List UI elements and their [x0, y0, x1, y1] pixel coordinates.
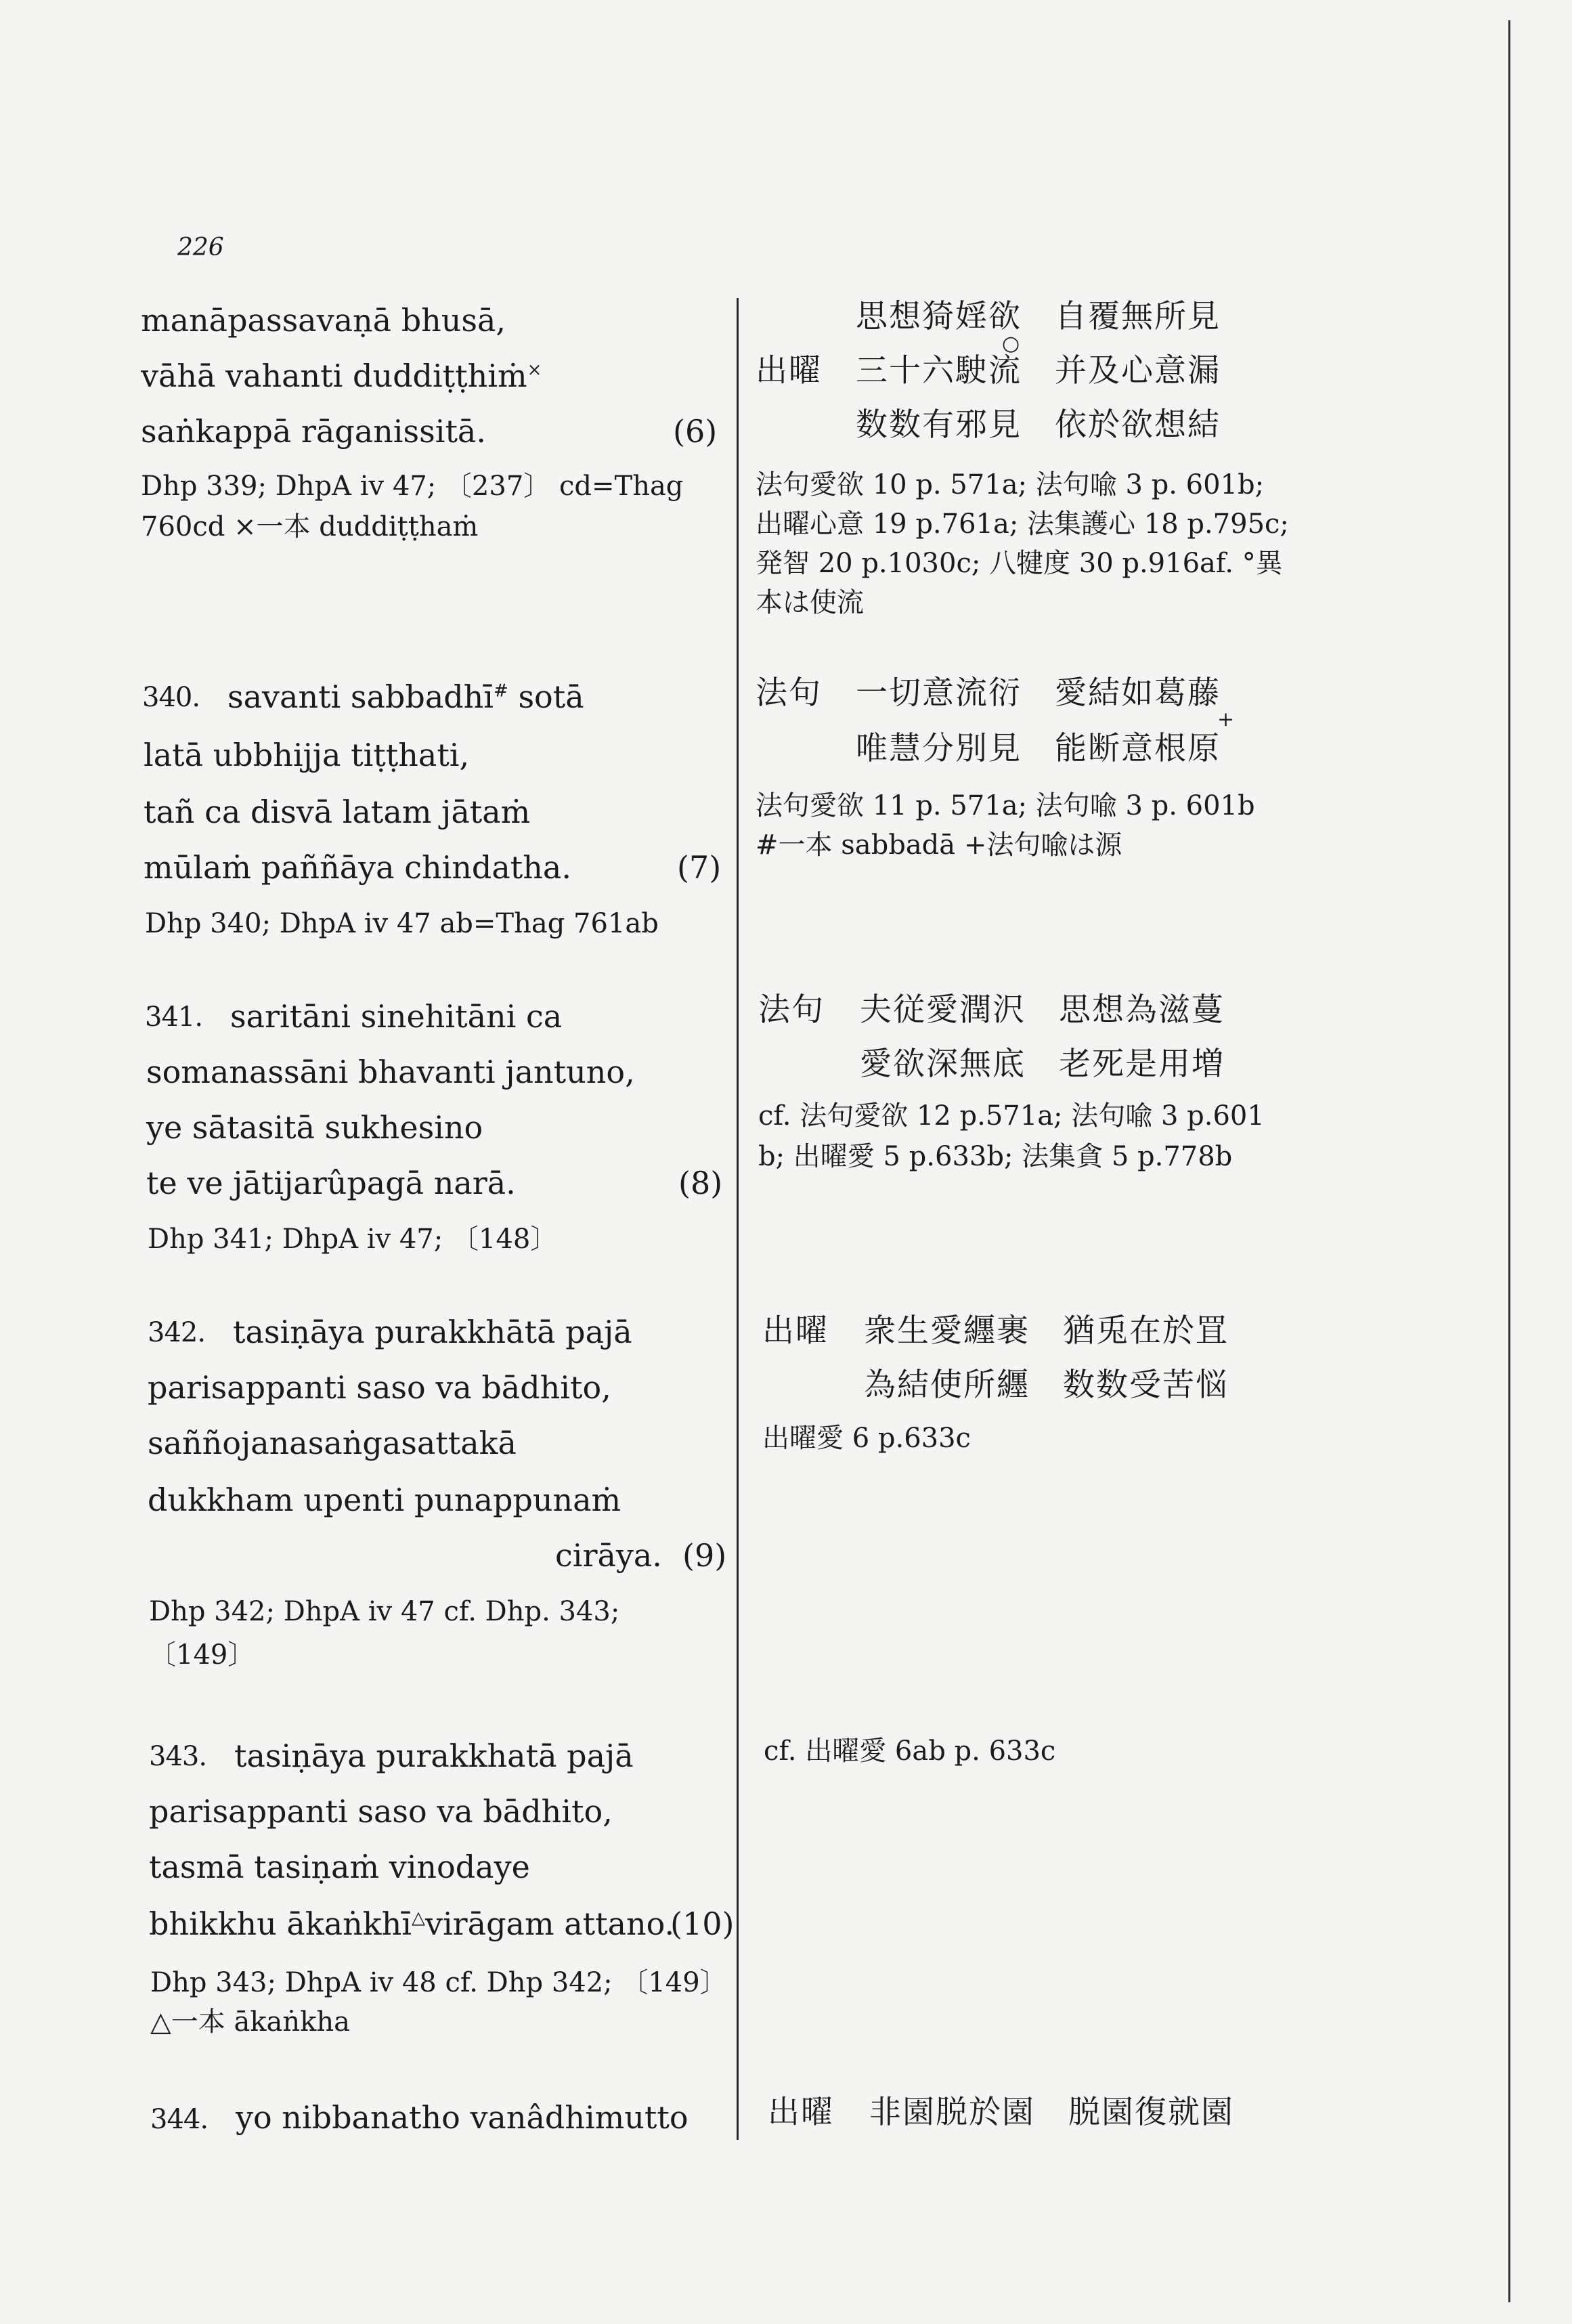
- note-line: b; 出曜愛 5 p.633b; 法集貪 5 p.778b: [758, 1141, 1233, 1172]
- verse-number: 344.: [150, 2104, 209, 2135]
- reference-line: Dhp 340; DhpA iv 47 ab=Thag 761ab: [145, 908, 659, 939]
- chinese-source-label: 法句: [758, 991, 825, 1029]
- reference-line: Dhp 341; DhpA iv 47; 〔148〕: [148, 1224, 558, 1255]
- verse-line: ye sātasitā sukhesino: [146, 1109, 483, 1146]
- verse-line: te ve jātijarûpagā narā.: [146, 1165, 516, 1201]
- verse-number-mark: (6): [673, 413, 718, 450]
- reference-line: 760cd ×一本 duddiṭṭhaṁ: [141, 511, 479, 542]
- verse-line: cirāya.: [555, 1537, 662, 1574]
- verse-line: tasiṇāya purakkhatā pajā: [234, 1738, 634, 1774]
- note-line: 本は使流: [756, 587, 864, 618]
- note-line: 出曜愛 6 p.633c: [762, 1423, 971, 1454]
- verse-number: 340.: [142, 682, 200, 713]
- chinese-verse-line: 数数有邪見 依於欲想結: [856, 406, 1221, 444]
- verse-line: saṅkappā rāganissitā.: [141, 413, 486, 450]
- verse-number: 342.: [148, 1317, 206, 1348]
- verse-line: somanassāni bhavanti jantuno,: [146, 1054, 635, 1090]
- chinese-source-label: 出曜: [762, 1312, 829, 1350]
- page-edge-line: [1508, 20, 1510, 2302]
- verse-number-mark: (7): [677, 849, 722, 886]
- verse-line: parisappanti saso va bādhito,: [148, 1369, 611, 1406]
- chinese-source-label: 出曜: [756, 352, 822, 389]
- note-line: 出曜心意 19 p.761a; 法集護心 18 p.795c;: [756, 509, 1289, 540]
- chinese-source-label: 法句: [756, 674, 822, 712]
- verse-line: yo nibbanatho vanâdhimutto: [236, 2099, 689, 2136]
- chinese-verse-line: 衆生愛纒裹 猶兎在於罝: [864, 1312, 1229, 1350]
- verse-line: manāpassavaṇā bhusā,: [141, 302, 506, 339]
- reference-line: Dhp 339; DhpA iv 47; 〔237〕 cd=Thag: [141, 471, 684, 502]
- note-line: cf. 法句愛欲 12 p.571a; 法句喩 3 p.601: [758, 1100, 1265, 1132]
- note-line: #一本 sabbadā +法句喩は源: [756, 830, 1122, 861]
- footnote-marker: #: [494, 681, 508, 702]
- note-line: 法句愛欲 10 p. 571a; 法句喩 3 p. 601b;: [756, 469, 1265, 500]
- chinese-source-label: 出曜: [768, 2094, 834, 2131]
- verse-line: saritāni sinehitāni ca: [230, 998, 563, 1035]
- column-divider: [737, 298, 739, 2140]
- verse-number-mark: (8): [678, 1165, 723, 1201]
- verse-line: parisappanti saso va bādhito,: [149, 1793, 613, 1830]
- chinese-verse-line: 三十六駛流 并及心意漏: [856, 352, 1221, 389]
- reference-line: 〔149〕: [149, 1639, 255, 1671]
- verse-number-mark: (10): [670, 1906, 735, 1942]
- verse-line: tañ ca disvā latam jātaṁ: [144, 794, 531, 830]
- footnote-marker: △: [411, 1908, 425, 1929]
- verse-number-mark: (9): [682, 1537, 727, 1574]
- verse-line: tasmā tasiṇaṁ vinodaye: [149, 1849, 530, 1885]
- verse-line: mūlaṁ paññāya chindatha.: [144, 849, 571, 886]
- chinese-verse-line: 為結使所纒 数数受苦悩: [864, 1367, 1229, 1404]
- note-line: cf. 出曜愛 6ab p. 633c: [764, 1736, 1056, 1767]
- verse-number: 343.: [149, 1741, 207, 1772]
- note-line: 発智 20 p.1030c; 八犍度 30 p.916af. °異: [756, 548, 1283, 579]
- verse-number: 341.: [145, 1002, 203, 1033]
- reference-line: Dhp 343; DhpA iv 48 cf. Dhp 342; 〔149〕: [150, 1967, 727, 1998]
- page-number: 226: [177, 234, 224, 261]
- chinese-verse-line: 夫従愛潤沢 思想為滋蔓: [860, 991, 1225, 1029]
- verse-line: bhikkhu ākaṅkhī△virāgam attano.: [149, 1906, 675, 1942]
- chinese-verse-line: 思想猗婬欲 自覆無所見: [856, 298, 1221, 335]
- chinese-verse-line: 唯慧分別見 能断意根原: [856, 730, 1221, 767]
- plus-mark: +: [1217, 708, 1235, 731]
- reference-line: △一本 ākaṅkha: [150, 2006, 351, 2038]
- verse-line: savanti sabbadhī# sotā: [227, 679, 584, 715]
- verse-line: dukkham upenti punappunaṁ: [148, 1482, 621, 1518]
- circle-mark: ○: [1002, 332, 1020, 356]
- verse-line: latā ubbhijja tiṭṭhati,: [144, 737, 470, 773]
- chinese-verse-line: 非園脱於園 脱園復就園: [869, 2094, 1234, 2131]
- verse-line: saññojanasaṅgasattakā: [148, 1425, 517, 1461]
- note-line: 法句愛欲 11 p. 571a; 法句喩 3 p. 601b: [756, 790, 1255, 821]
- verse-line: vāhā vahanti duddiṭṭhiṁ×: [141, 358, 542, 394]
- footnote-marker: ×: [527, 360, 542, 381]
- chinese-verse-line: 愛欲深無底 老死是用増: [860, 1046, 1225, 1083]
- verse-line: tasiṇāya purakkhātā pajā: [233, 1314, 632, 1350]
- reference-line: Dhp 342; DhpA iv 47 cf. Dhp. 343;: [149, 1596, 620, 1627]
- chinese-verse-line: 一切意流衍 愛結如葛藤: [856, 674, 1221, 712]
